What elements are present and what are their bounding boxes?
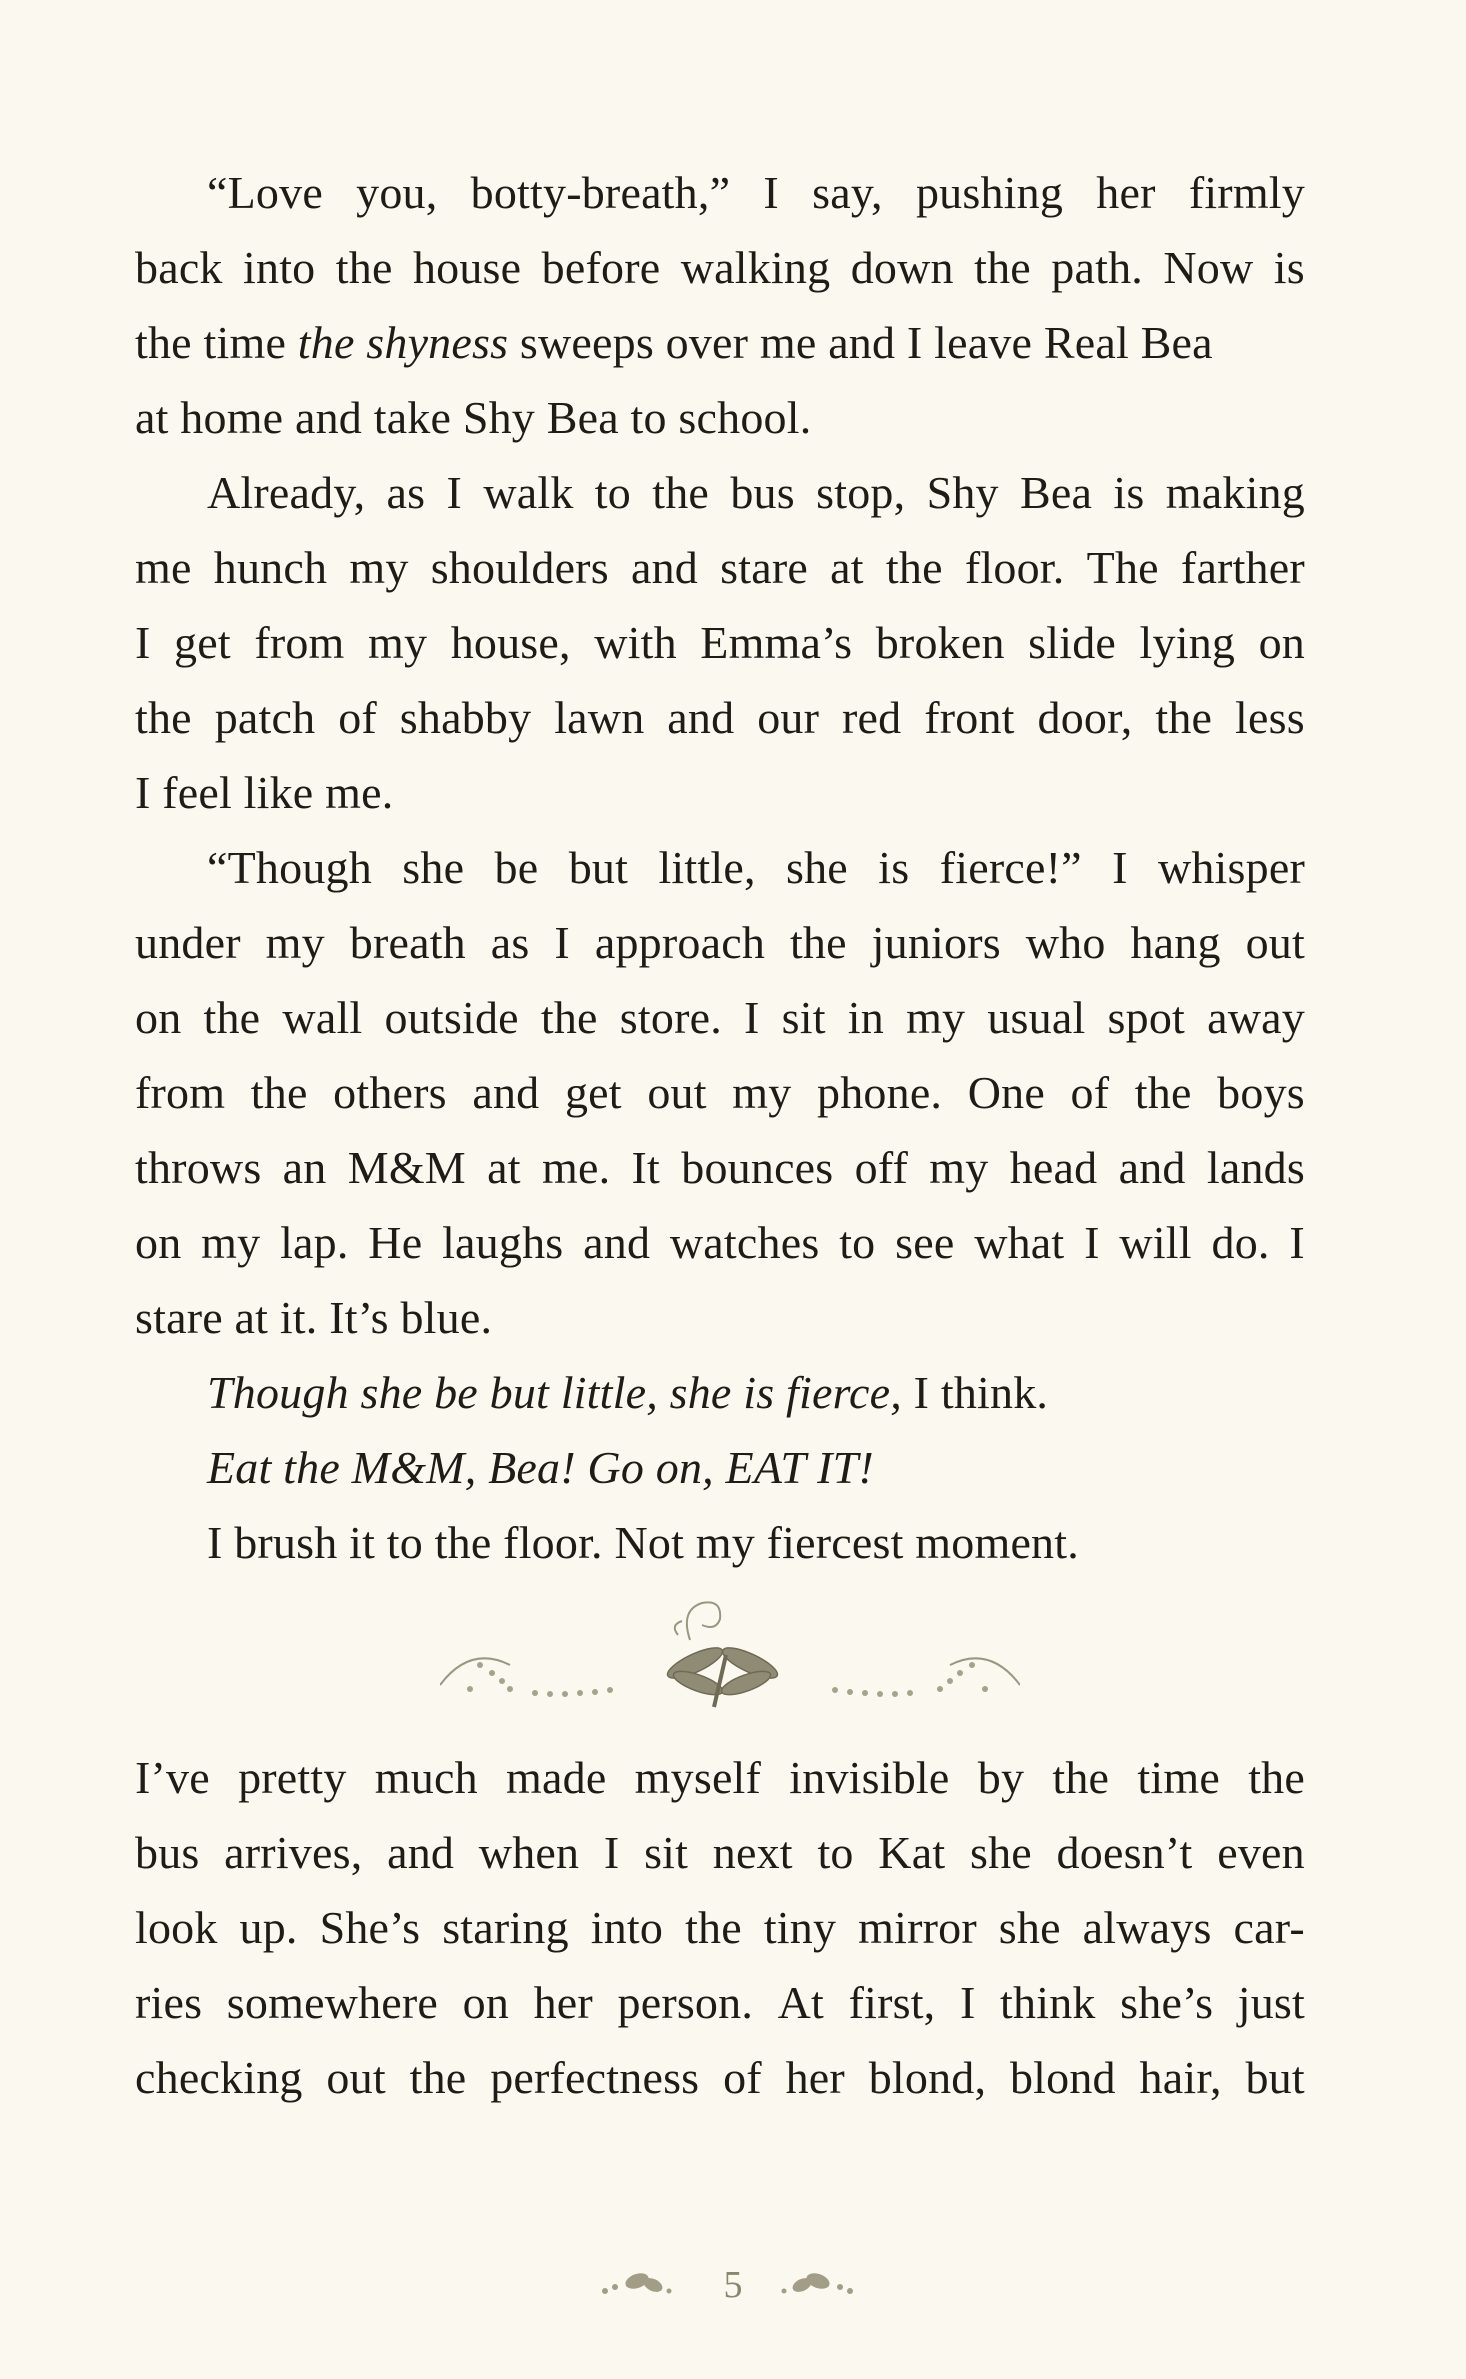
word: think [1000,1977,1096,2028]
word: boys [1217,1067,1305,1118]
word: lands [1206,1142,1305,1193]
word: the [135,692,192,743]
word: the [1052,1752,1110,1803]
word: out [1245,917,1305,968]
word: by [977,1752,1025,1803]
word: she [969,1827,1032,1878]
word: get [564,1067,622,1118]
word: first, [848,1977,936,2028]
paragraph-2-line-5: I feel like me. [135,767,394,818]
word: away [1207,992,1305,1043]
word: under [135,917,241,968]
word: hang [1130,917,1221,968]
italic-thought: Though she be but little, she is fierce, [207,1367,902,1418]
word: as [490,917,530,968]
paragraph-3-line-4 [135,1055,1305,1130]
word: blond [1009,2052,1116,2103]
word: pushing [915,167,1064,218]
word: farther [1180,542,1305,593]
page-number: 5 [723,2264,743,2306]
paragraph-7-line-5 [135,2040,1305,2115]
word: arrives, [224,1827,363,1878]
paragraph-4-line-1 [135,1355,1305,1430]
word: stop, [816,467,906,518]
word: watches [669,1217,820,1268]
word: but [568,842,629,893]
word: firmly [1188,167,1305,218]
word: pretty [238,1752,347,1803]
word: our [757,692,820,743]
word: shoulders [430,542,609,593]
word: the [885,542,943,593]
word: back [135,242,223,293]
paragraph-3-line-6 [135,1205,1305,1280]
word: on [135,1217,182,1268]
word: and [630,542,698,593]
paragraph-1 [135,155,1305,455]
word: of [1070,1067,1110,1118]
italic-phrase: the shyness [297,317,509,368]
word: be [494,842,539,893]
word: I’ve [135,1752,210,1803]
word: at [487,1142,521,1193]
paragraph-3-line-3 [135,980,1305,1055]
paragraph-3-line-1 [135,830,1305,905]
word: invisible [789,1752,950,1803]
word: is [1113,467,1145,518]
word: is [1273,242,1305,293]
word: She’s [319,1902,421,1953]
word: the [652,467,710,518]
word: phone. [817,1067,943,1118]
paragraph-6 [135,1505,1305,1580]
word: out [326,2052,386,2103]
word: down [850,242,954,293]
paragraph-1-line-4: at home and take Shy Bea to school. [135,392,812,443]
paragraph-7 [135,1740,1305,2115]
paragraph-2-line-2 [135,530,1305,605]
word: say, [812,167,883,218]
word: perfectness [490,2052,700,2103]
word: the [1248,1752,1305,1803]
paragraph-7-line-2 [135,1815,1305,1890]
word: do. [1211,1217,1270,1268]
word: patch [214,692,316,743]
word: in [847,992,884,1043]
word: Kat [878,1827,946,1878]
word: my [349,542,409,593]
word: from [254,617,345,668]
word: wall [282,992,363,1043]
word: sit [781,992,826,1043]
word: on [135,992,182,1043]
word: my [368,617,428,668]
word: M&M [347,1142,466,1193]
word: on [462,1977,510,2028]
word: time [1137,1752,1220,1803]
word: person. [617,1977,754,2028]
word: I [959,1977,976,2028]
word: me [135,542,192,593]
word: Now [1163,242,1254,293]
word: what [974,1217,1065,1268]
word: “Though [207,842,372,893]
word: an [282,1142,327,1193]
word: I [554,917,570,968]
word: the [1155,692,1213,743]
paragraph-3-line-2 [135,905,1305,980]
word: I [135,617,151,668]
word: I [1289,1217,1305,1268]
word: hair, [1139,2052,1222,2103]
word: sit [644,1827,689,1878]
word: as [386,467,426,518]
word: throws [135,1142,262,1193]
word: she [998,1902,1061,1953]
word: walking [680,242,831,293]
word: when [478,1827,580,1878]
word: store. [619,992,722,1043]
word: whisper [1157,842,1305,893]
word: just [1237,1977,1305,2028]
word: The [1086,542,1159,593]
word: juniors [871,917,1001,968]
word: myself [634,1752,762,1803]
word: you, [356,167,438,218]
word: blond, [868,2052,987,2103]
word: little, [658,842,756,893]
word: my [732,1067,792,1118]
word: broken [875,617,1005,668]
word: off [854,1142,909,1193]
word: lap. [280,1217,349,1268]
word: walk [483,467,574,518]
dragonfly-swirl-ornament-icon [440,1585,1020,1715]
word: see [895,1217,955,1268]
word: she [402,842,465,893]
word: making [1165,467,1305,518]
word: her [1096,167,1156,218]
word: slide [1028,617,1117,668]
word: her [533,1977,593,2028]
word: Shy [926,467,999,518]
word: hunch [213,542,328,593]
word: I [1084,1217,1100,1268]
word: Bea [1020,467,1093,518]
word: I [744,992,760,1043]
word: bus [730,467,795,518]
word: breath [349,917,466,968]
word: front [924,692,1015,743]
word: I [603,1827,620,1878]
word: door, [1037,692,1133,743]
word: house, [450,617,571,668]
word: stare [720,542,808,593]
word: laughs [442,1217,564,1268]
word: she [786,842,848,893]
line-text: I think. [901,1367,1049,1418]
word: who [1025,917,1106,968]
word: botty-breath,” [470,167,731,218]
word: of [338,692,377,743]
word: approach [594,917,766,968]
word: into [243,242,316,293]
word: bus [135,1827,200,1878]
word: the [409,2052,467,2103]
word: He [368,1217,423,1268]
word: me. [541,1142,611,1193]
word: made [506,1752,607,1803]
word: to [817,1827,854,1878]
word: up. [239,1902,298,1953]
word: the [250,1067,308,1118]
word: the [335,242,393,293]
word: tiny [763,1902,837,1953]
word: next [712,1827,793,1878]
paragraph-5 [135,1430,1305,1505]
word: red [841,692,902,743]
word: to [594,467,631,518]
word: fierce!” [939,842,1082,893]
word: she’s [1120,1977,1214,2028]
paragraph-5-line-1: Eat the M&M, Bea! Go on, EAT IT! [207,1442,874,1493]
paragraph-3 [135,830,1305,1355]
paragraph-2-line-1 [135,455,1305,530]
word: shabby [399,692,532,743]
paragraph-1-line-1 [135,155,1305,230]
footer-right-flourish-icon [770,2265,860,2305]
word: on [1258,617,1305,668]
word: doesn’t [1056,1827,1193,1878]
paragraph-4 [135,1355,1305,1430]
word: less [1235,692,1305,743]
paragraph-2-line-3 [135,605,1305,680]
word: her [785,2052,845,2103]
word: from [135,1067,226,1118]
word: with [594,617,677,668]
word: will [1119,1217,1192,1268]
word: At [777,1977,825,2028]
word: look [135,1902,218,1953]
word: and [472,1067,540,1118]
paragraph-1-line-3 [135,305,1305,380]
word: ries [135,1977,203,2028]
word: spot [1107,992,1186,1043]
word: the [789,917,847,968]
word: the [685,1902,742,1953]
word: always [1082,1902,1212,1953]
word: others [333,1067,447,1118]
word: my [929,1142,989,1193]
paragraph-7-line-4 [135,1965,1305,2040]
page-footer [0,2255,1466,2315]
word: the [540,992,598,1043]
word: bounces [681,1142,834,1193]
word: checking [135,2052,303,2103]
paragraph-1-line-2 [135,230,1305,305]
word: “Love [207,167,323,218]
word: I [1112,842,1128,893]
word: lying [1139,617,1236,668]
word: It [631,1142,661,1193]
word: somewhere [226,1977,439,2028]
word: to [839,1217,876,1268]
word: Already, [207,467,366,518]
word: One [967,1067,1045,1118]
word: I [763,167,779,218]
line-text: the time [135,317,298,368]
paragraph-2 [135,455,1305,830]
word: lawn [554,692,645,743]
paragraph-7-line-3 [135,1890,1305,1965]
word: path. [1051,242,1143,293]
word: and [387,1827,455,1878]
word: is [878,842,910,893]
paragraph-3-line-5 [135,1130,1305,1205]
word: out [647,1067,707,1118]
word: my [265,917,325,968]
word: usual [987,992,1086,1043]
word: the [1134,1067,1192,1118]
word: get [174,617,231,668]
word: staring [442,1902,569,1953]
word: into [590,1902,664,1953]
paragraph-3-line-7: stare at it. It’s blue. [135,1292,493,1343]
line-text: sweeps over me and I leave Real Bea [508,317,1213,368]
word: but [1245,2052,1305,2103]
word: Emma’s [700,617,853,668]
paragraph-6-line-1: I brush it to the floor. Not my fiercest moment. [207,1517,1079,1568]
word: at [830,542,864,593]
word: house [412,242,522,293]
word: even [1217,1827,1305,1878]
word: of [723,2052,762,2103]
word: floor. [964,542,1065,593]
paragraph-2-line-4 [135,680,1305,755]
word: I [446,467,463,518]
word: much [374,1752,478,1803]
word: my [906,992,966,1043]
word: outside [384,992,519,1043]
word: the [974,242,1031,293]
word: the [203,992,261,1043]
paragraph-7-line-1 [135,1740,1305,1815]
word: car- [1233,1902,1305,1953]
word: my [201,1217,261,1268]
word: mirror [858,1902,977,1953]
word: before [541,242,661,293]
word: and [583,1217,651,1268]
word: head [1009,1142,1098,1193]
word: and [667,692,735,743]
word: and [1118,1142,1186,1193]
